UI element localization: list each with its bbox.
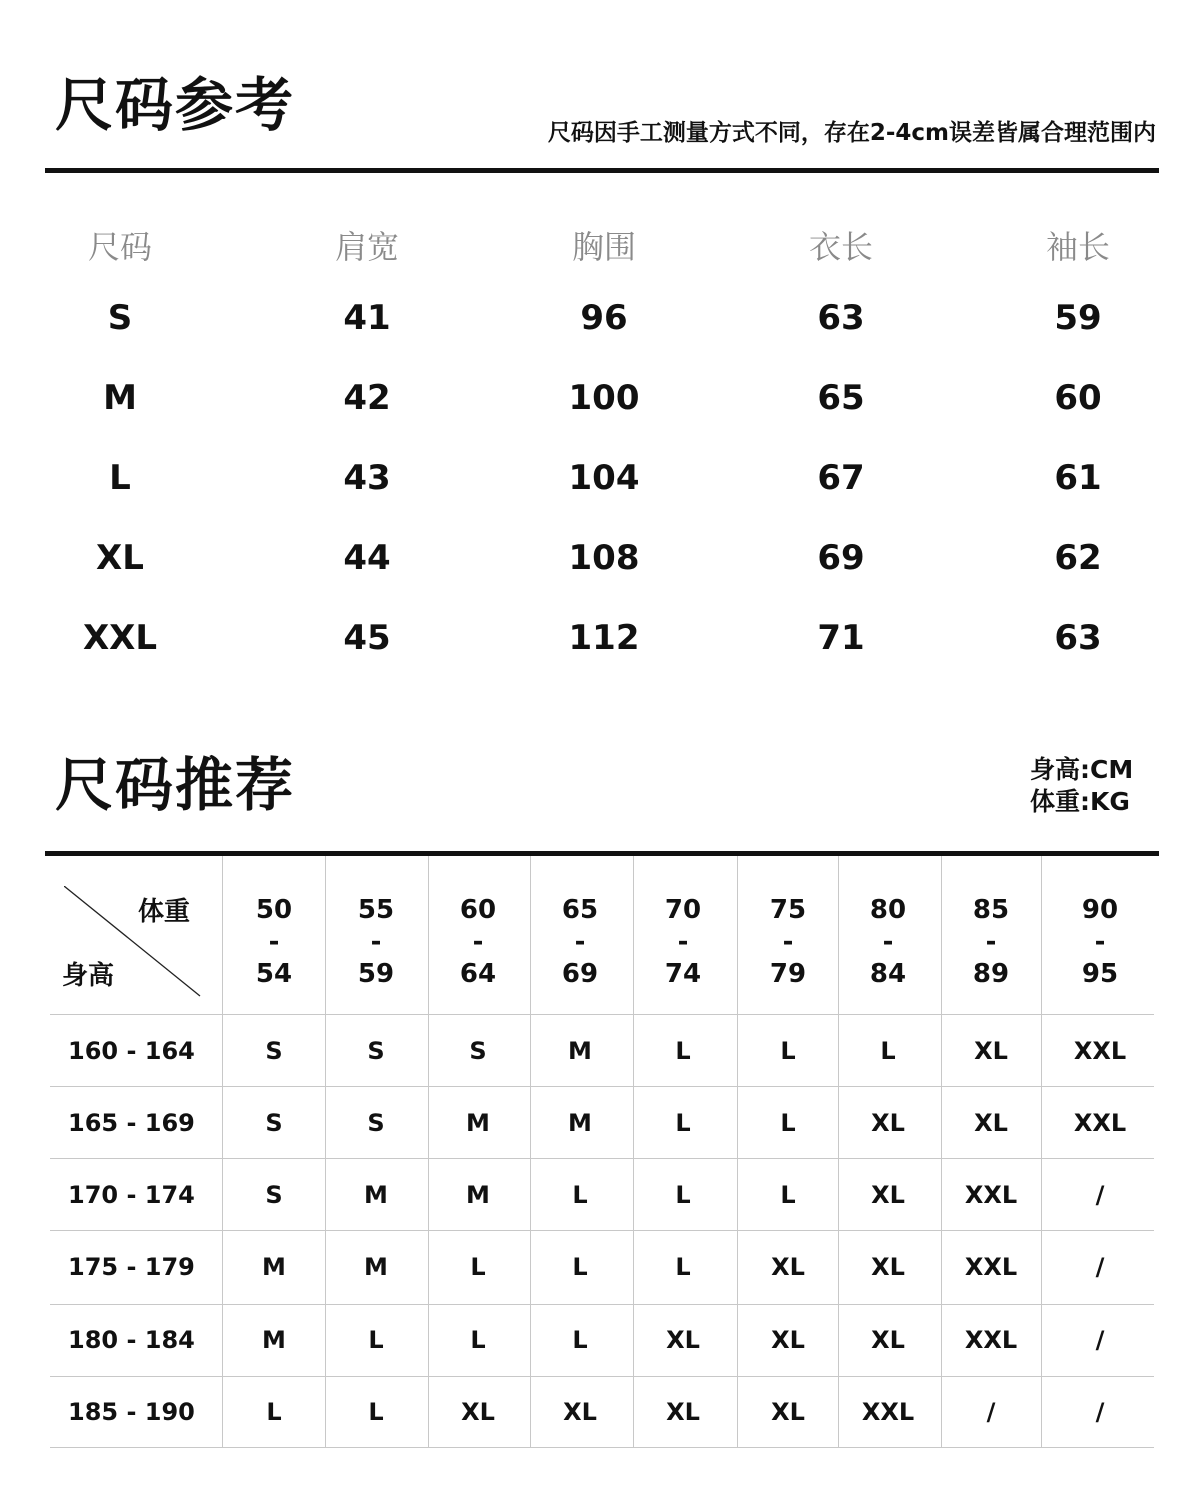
ref-measure-cell: 100 [568, 378, 640, 418]
weight-range-part: - [268, 927, 280, 957]
recommended-size-cell: / [1095, 1326, 1105, 1354]
weight-range-part: 95 [1081, 959, 1119, 989]
weight-range-part: 90 [1081, 895, 1119, 925]
height-unit: 身高:CM [1030, 755, 1134, 784]
ref-measure-cell: 69 [817, 538, 865, 578]
ref-measure-cell: 43 [343, 458, 391, 498]
weight-range-part: 75 [769, 895, 807, 925]
units-legend [1030, 754, 1133, 818]
recommended-size-cell: M [568, 1109, 592, 1137]
weight-range-part: 84 [869, 959, 907, 989]
weight-range-part: 65 [561, 895, 599, 925]
recommended-size-cell: L [675, 1181, 691, 1209]
ref-header-cell: 胸围 [571, 228, 636, 266]
weight-range-part: 70 [664, 895, 702, 925]
grid-line [50, 1304, 1154, 1305]
ref-measure-cell: 44 [343, 538, 391, 578]
weight-range-header [638, 894, 728, 990]
recommended-size-cell: L [780, 1037, 796, 1065]
measurement-note: 尺码因手工测量方式不同，存在2-4cm误差皆属合理范围内 [547, 120, 1156, 146]
ref-measure-cell: 108 [568, 538, 640, 578]
recommended-size-cell: L [780, 1181, 796, 1209]
recommended-size-cell: / [1095, 1253, 1105, 1281]
section-divider [45, 168, 1159, 173]
recommended-size-cell: / [1095, 1181, 1105, 1209]
recommended-size-cell: XL [974, 1109, 1008, 1137]
ref-measure-cell: 96 [580, 298, 628, 338]
ref-measure-cell: 63 [1054, 618, 1102, 658]
grid-line [737, 856, 738, 1448]
weight-range-part: - [1094, 927, 1106, 957]
ref-size-label: S [107, 298, 133, 338]
weight-range-part: - [782, 927, 794, 957]
recommended-size-cell: S [265, 1181, 283, 1209]
grid-line [50, 1014, 1154, 1015]
height-range-label: 175 - 179 [68, 1253, 195, 1281]
weight-range-part: - [574, 927, 586, 957]
recommended-size-cell: / [1095, 1398, 1105, 1426]
recommended-size-cell: XXL [964, 1253, 1018, 1281]
recommended-size-cell: XL [563, 1398, 597, 1426]
weight-range-header [229, 894, 319, 990]
weight-range-header [946, 894, 1036, 990]
ref-measure-cell: 42 [343, 378, 391, 418]
height-range-label: 185 - 190 [68, 1398, 195, 1426]
recommended-size-cell: L [572, 1253, 588, 1281]
weight-range-part: 60 [459, 895, 497, 925]
recommended-size-cell: L [572, 1181, 588, 1209]
grid-line [222, 856, 223, 1448]
weight-range-part: 69 [561, 959, 599, 989]
ref-measure-cell: 59 [1054, 298, 1102, 338]
recommended-size-cell: XL [871, 1326, 905, 1354]
ref-header-cell: 袖长 [1045, 228, 1110, 266]
grid-line [50, 1230, 1154, 1231]
height-range-label: 170 - 174 [68, 1181, 195, 1209]
weight-range-part: 74 [664, 959, 702, 989]
height-range-label: 160 - 164 [68, 1037, 195, 1065]
weight-range-part: - [472, 927, 484, 957]
recommended-size-cell: L [368, 1398, 384, 1426]
recommended-size-cell: L [880, 1037, 896, 1065]
grid-line [50, 1086, 1154, 1087]
weight-range-part: 85 [972, 895, 1010, 925]
recommended-size-cell: S [469, 1037, 487, 1065]
weight-range-part: - [985, 927, 997, 957]
recommended-size-cell: L [470, 1253, 486, 1281]
recommended-size-cell: XXL [1073, 1109, 1127, 1137]
grid-line [1041, 856, 1042, 1448]
recommended-size-cell: L [780, 1109, 796, 1137]
ref-measure-cell: 60 [1054, 378, 1102, 418]
weight-range-part: - [677, 927, 689, 957]
weight-range-part: 54 [255, 959, 293, 989]
recommended-size-cell: XL [666, 1326, 700, 1354]
grid-line [530, 856, 531, 1448]
recommended-size-cell: M [262, 1253, 286, 1281]
weight-range-header [743, 894, 833, 990]
ref-measure-cell: 65 [817, 378, 865, 418]
corner-weight-label: 体重 [138, 897, 191, 927]
ref-header-cell: 肩宽 [334, 228, 399, 266]
recommended-size-cell: XL [771, 1253, 805, 1281]
grid-line [50, 1376, 1154, 1377]
recommended-size-cell: XXL [964, 1181, 1018, 1209]
recommended-size-cell: S [367, 1037, 385, 1065]
recommended-size-cell: S [367, 1109, 385, 1137]
ref-measure-cell: 63 [817, 298, 865, 338]
recommended-size-cell: L [675, 1109, 691, 1137]
recommended-size-cell: XL [666, 1398, 700, 1426]
weight-range-part: - [370, 927, 382, 957]
ref-measure-cell: 41 [343, 298, 391, 338]
ref-measure-cell: 62 [1054, 538, 1102, 578]
recommended-size-cell: M [262, 1326, 286, 1354]
recommended-size-cell: M [568, 1037, 592, 1065]
ref-measure-cell: 61 [1054, 458, 1102, 498]
weight-range-header [843, 894, 933, 990]
grid-line [50, 1158, 1154, 1159]
recommended-size-cell: L [675, 1253, 691, 1281]
grid-line [325, 856, 326, 1448]
recommended-size-cell: / [986, 1398, 996, 1426]
recommended-size-cell: XL [461, 1398, 495, 1426]
weight-range-part: 55 [357, 895, 395, 925]
section-divider [45, 851, 1159, 856]
recommended-size-cell: L [675, 1037, 691, 1065]
grid-line [428, 856, 429, 1448]
weight-range-header [433, 894, 523, 990]
recommended-size-cell: M [466, 1109, 490, 1137]
size-reference-title: 尺码参考 [55, 71, 296, 139]
ref-size-label: XXL [82, 618, 158, 658]
grid-line [838, 856, 839, 1448]
ref-measure-cell: 71 [817, 618, 865, 658]
recommended-size-cell: S [265, 1037, 283, 1065]
weight-range-part: 59 [357, 959, 395, 989]
weight-range-part: 79 [769, 959, 807, 989]
recommended-size-cell: XL [771, 1398, 805, 1426]
ref-measure-cell: 45 [343, 618, 391, 658]
recommended-size-cell: XL [871, 1181, 905, 1209]
weight-range-part: - [882, 927, 894, 957]
recommended-size-cell: L [470, 1326, 486, 1354]
ref-size-label: L [109, 458, 131, 498]
height-range-label: 165 - 169 [68, 1109, 195, 1137]
weight-range-part: 64 [459, 959, 497, 989]
recommended-size-cell: XL [974, 1037, 1008, 1065]
size-recommend-title: 尺码推荐 [55, 751, 296, 819]
recommended-size-cell: M [364, 1181, 388, 1209]
recommended-size-cell: M [364, 1253, 388, 1281]
recommended-size-cell: L [572, 1326, 588, 1354]
recommended-size-cell: M [466, 1181, 490, 1209]
recommended-size-cell: L [368, 1326, 384, 1354]
weight-range-header [331, 894, 421, 990]
grid-line [941, 856, 942, 1448]
weight-range-header [535, 894, 625, 990]
ref-measure-cell: 104 [568, 458, 640, 498]
corner-height-label: 身高 [62, 961, 115, 991]
ref-measure-cell: 67 [817, 458, 865, 498]
recommended-size-cell: XL [871, 1253, 905, 1281]
weight-range-header [1055, 894, 1145, 990]
weight-range-part: 89 [972, 959, 1010, 989]
ref-size-label: M [103, 378, 137, 418]
recommended-size-cell: XL [871, 1109, 905, 1137]
weight-range-part: 50 [255, 895, 293, 925]
ref-size-label: XL [96, 538, 144, 578]
recommended-size-cell: L [266, 1398, 282, 1426]
grid-line [50, 1447, 1154, 1448]
recommended-size-cell: XXL [861, 1398, 915, 1426]
recommended-size-cell: XXL [1073, 1037, 1127, 1065]
recommended-size-cell: XXL [964, 1326, 1018, 1354]
recommended-size-cell: XL [771, 1326, 805, 1354]
ref-header-cell: 尺码 [87, 228, 152, 266]
weight-unit: 体重:KG [1030, 787, 1130, 816]
height-range-label: 180 - 184 [68, 1326, 195, 1354]
weight-range-part: 80 [869, 895, 907, 925]
ref-measure-cell: 112 [568, 618, 640, 658]
recommended-size-cell: S [265, 1109, 283, 1137]
ref-header-cell: 衣长 [808, 228, 873, 266]
grid-line [633, 856, 634, 1448]
